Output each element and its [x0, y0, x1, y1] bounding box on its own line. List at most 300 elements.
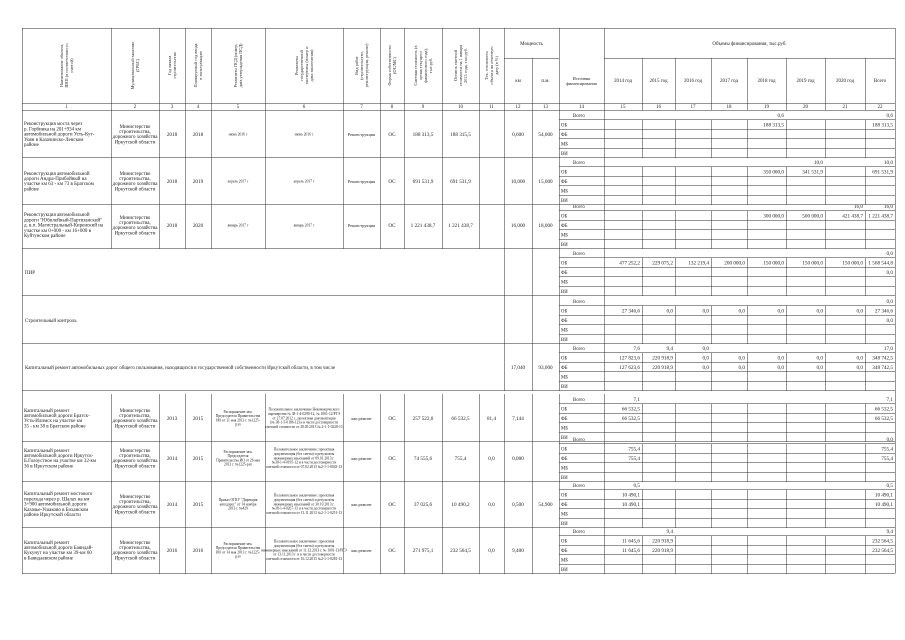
funding-value: 10 490,1 [874, 492, 893, 499]
capacity-km: 0,500 [512, 501, 524, 508]
funding-value: 150 000,0 [763, 260, 784, 267]
expertise-details: (№ 38-1-5-0186-12) и в части достоверности [270, 420, 338, 425]
column-number: 19 [764, 105, 769, 110]
source-label: МБ [561, 426, 569, 432]
capacity-pm: 54,000 [538, 131, 553, 138]
funding-value: 0,0 [777, 308, 784, 315]
estimated-cost: 691 531,9 [412, 178, 434, 185]
customer: дорожного хозяйства [112, 182, 158, 188]
capacity-pm: 54,900 [538, 501, 553, 508]
funding-value: 220 918,9 [652, 548, 673, 555]
expertise-details: документация (без сметы) и результаты [273, 497, 335, 502]
psd-details: Председателя Правительства [215, 414, 261, 419]
funding-value: 0,0 [777, 365, 784, 372]
funding-value: 0,0 [886, 270, 893, 277]
header-volumes: Объемы финансирования, тыс.руб. [712, 42, 787, 47]
object-name: Куйтунском районе [24, 233, 66, 239]
funding-value: 755,4 [881, 446, 893, 453]
ownership: ОС [388, 178, 396, 185]
object-name: участке км 63 - км 73 в Братском [24, 182, 94, 188]
expertise-details: июнь 2016 г [294, 132, 314, 137]
psd-details: рзп [235, 422, 241, 427]
source-label: Всего [573, 437, 585, 443]
end-year: 2020 [192, 222, 204, 229]
header-col_customer: (ГРБС) [135, 58, 140, 73]
header-source: Источник [572, 76, 591, 81]
source-label: МБ [561, 558, 569, 564]
funding-value: 127 623,6 [619, 365, 640, 372]
end-year: 2019 [192, 178, 204, 185]
expertise-details: инженерных изысканий от 11.12.2013 г. № 1001-13/РГЭ [261, 548, 347, 553]
psd-details: Распоряжение зам. [223, 449, 253, 454]
header-year: 2015 год [649, 79, 668, 84]
funding-value: 0,0 [702, 365, 709, 372]
customer: строительства, [119, 499, 151, 505]
funding-value: 232 564,5 [872, 538, 893, 545]
funding-value: 755,4 [628, 456, 640, 463]
funding-value: 0,0 [738, 365, 745, 372]
estimated-cost: 74 555,6 [413, 455, 433, 462]
customer: строительства, [119, 453, 151, 459]
expertise-details: январь 2017 г [293, 223, 315, 228]
object-name: районе [24, 187, 39, 193]
object-name: районе [24, 142, 39, 148]
remaining-cost: 10 490,2 [451, 501, 470, 508]
source-label: ОБ [561, 214, 568, 220]
psd-details: Распоряжение зам. [223, 541, 253, 546]
customer: Министерство [119, 540, 151, 546]
expertise-details: инженерных изысканий от 09.01.2013 г. [273, 456, 335, 461]
column-number: 7 [360, 105, 363, 110]
funding-value: 11 645,6 [622, 538, 640, 545]
object-name: автомобильной дороги Баяндай- [24, 545, 93, 551]
start-year: 2018 [166, 178, 178, 185]
header-col_name: ИНП (в соответствии со [64, 43, 69, 88]
header-pm: п.м. [541, 79, 550, 84]
psd-details: Приказ ОГКУ "Дирекция [218, 497, 258, 502]
funding-value: 16,0 [883, 204, 893, 211]
customer: дорожного хозяйства [112, 505, 158, 511]
header-col_expertise: государственной [299, 50, 304, 81]
source-label: Всего [573, 529, 585, 535]
work-type: кап.ремонт [351, 415, 372, 421]
column-number: 8 [390, 105, 394, 110]
object-name: дороги "Юбилейный-Партизанский" [24, 218, 103, 224]
source-label: ВИ [561, 151, 568, 157]
source-label: ВИ [561, 242, 568, 248]
funding-value: 27 346,6 [874, 308, 893, 315]
funding-value: 500 000,0 [802, 213, 823, 220]
funding-value: 9,4 [666, 346, 673, 353]
funding-value: 0,0 [777, 355, 784, 362]
object-name: Капитальный ремонт мостового [24, 492, 93, 498]
source-label: ВИ [561, 567, 568, 573]
source-label: МБ [561, 328, 569, 334]
object-name: д. в.п. Магистральный-Киренский на [24, 223, 104, 229]
funding-value: 0,0 [702, 346, 709, 353]
source-label: МБ [561, 466, 569, 472]
column-number: 20 [803, 105, 808, 110]
expertise-details: от 27.07.2012 г., проектная документация [272, 416, 336, 421]
psd-details: июнь 2016 г [228, 132, 248, 137]
funding-value: 17,0 [883, 346, 893, 353]
funding-value: 10 490,1 [621, 492, 640, 499]
object-name: автомобильной дороги Братск- [24, 413, 90, 419]
funding-value: 66 532,5 [621, 406, 640, 413]
column-number: 3 [170, 105, 174, 110]
customer: Министерство [119, 448, 151, 454]
psd-details: ИО от 14 мая 2013 г. №1225- [216, 550, 260, 555]
funding-value: 0,0 [738, 308, 745, 315]
source-label: ВИ [561, 198, 568, 204]
object-name: Капитальный ремонт [24, 540, 70, 546]
column-number: 14 [579, 105, 584, 110]
psd-details: Председателя Правительства [215, 546, 261, 551]
source-label: ОБ [561, 261, 568, 267]
funding-value: 0,0 [886, 318, 893, 325]
header-year: 2019 год [796, 79, 815, 84]
work-type: Реконструкция [347, 222, 376, 228]
remaining-cost: 1 221 438,7 [448, 222, 473, 229]
funding-value: 66 532,5 [621, 416, 640, 423]
header-col_cost: ценах текущего [418, 51, 423, 80]
funding-value: 755,4 [628, 446, 640, 453]
customer: Министерство [119, 171, 151, 177]
customer: Иркутской области [114, 140, 156, 146]
header-col_works: Вид работ [354, 56, 359, 75]
start-year: 2013 [166, 415, 178, 422]
header-col_end: Планируемый год ввода [193, 43, 198, 88]
psd-details: январь 2017 г [227, 223, 249, 228]
expertise-details: апрель 2017 г [293, 179, 315, 184]
header-col_name: Наименование объекта, [59, 43, 64, 88]
source-label: ВИ [561, 521, 568, 527]
column-number: 10 [458, 105, 463, 110]
customer: Иркутской области [114, 510, 156, 516]
expertise-details: Положительное заключение: проектная [273, 493, 335, 498]
start-year: 2014 [166, 501, 178, 508]
object-name: автомобильной дороги Иркутск- [24, 453, 94, 459]
expertise-details: сметной стоимости от 13.11.2013 №2-1-1-0251-13 [265, 510, 343, 515]
funding-value: 1 221 438,7 [868, 213, 893, 220]
funding-value: 150 000,0 [802, 260, 823, 267]
object-name: 36 в Иркутском районе [24, 464, 74, 470]
funding-value: 220 918,9 [652, 355, 673, 362]
funding-value: 691 531,9 [872, 169, 893, 176]
expertise-details: Положительное заключение: проектная [273, 539, 335, 544]
expertise-details: сметной стоимости от 28.05.2013 № 2-1-1-0228-13 [265, 424, 343, 429]
customer: строительства, [119, 129, 151, 135]
funding-value: 9,4 [666, 529, 673, 536]
funding-value: 755,4 [881, 456, 893, 463]
column-number: 9 [421, 105, 425, 110]
customer: Иркутской области [114, 424, 156, 430]
customer: дорожного хозяйства [112, 551, 158, 557]
source-label: ВИ [561, 289, 568, 295]
funding-value: 0,5 [633, 483, 640, 490]
header-col_remaining: стоимости на 1 января [458, 44, 463, 87]
object-name: Реконструкция автомобильной [24, 171, 90, 177]
header-col_expertise: экспертизы (номер и [304, 46, 309, 85]
end-year: 2016 [192, 547, 204, 554]
customer: Министерство [119, 408, 151, 414]
funding-value: 16,0 [853, 204, 863, 211]
header-col_start: строительства [172, 52, 177, 79]
capacity-pm: 18,000 [538, 222, 553, 229]
readiness: 0,0 [488, 547, 495, 554]
object-name: Б.Голоустное на участке км 32-км [24, 459, 97, 465]
header-col_end: в эксплуатацию [198, 51, 203, 80]
ownership: ОС [388, 501, 396, 508]
customer: дорожного хозяйства [112, 459, 158, 465]
object-name: районе Иркутской области [24, 512, 81, 518]
customer: Иркутской области [114, 231, 156, 237]
funding-value: 421 438,7 [842, 213, 863, 220]
header-year: 2020 год [835, 79, 855, 84]
ownership: ОС [388, 222, 396, 229]
funding-value: 10 490,1 [874, 502, 893, 509]
funding-value: 0,0 [702, 308, 709, 315]
estimated-cost: 1 221 438,7 [410, 222, 436, 229]
source-label: МБ [561, 280, 569, 286]
customer: Иркутской области [114, 464, 156, 470]
section-title: Строительный контроль [25, 318, 77, 324]
customer: дорожного хозяйства [112, 419, 158, 425]
object-name: 3+900 автомобильной дороги [24, 502, 87, 508]
funding-value: 0,0 [738, 355, 745, 362]
funding-value: 220 918,9 [652, 365, 673, 372]
object-name: перехода через р. Шалах на км [24, 497, 90, 503]
source-label: Всего [573, 346, 585, 352]
funding-value: 10,0 [883, 160, 893, 167]
customer: строительства, [119, 413, 151, 419]
header-km: км [515, 79, 521, 84]
expertise-details: партнерства № 38-1-4-0290-12, № 1001-12/РГЭ [267, 411, 341, 416]
source-label: ОБ [561, 539, 568, 545]
funding-value: 0,0 [886, 299, 893, 306]
expertise-details: от 13.11.2013 г. и в части достоверности [273, 552, 335, 557]
column-number: 4 [196, 105, 200, 110]
column-number: 13 [543, 105, 548, 110]
header-col_name: сметой) [69, 58, 74, 73]
psd-details: автодорог" от 14 ноября [219, 502, 257, 507]
work-type: Реконструкция [347, 178, 376, 184]
column-number: 15 [620, 105, 626, 110]
funding-value: 0,0 [816, 355, 823, 362]
funding-value: 10,0 [813, 160, 823, 167]
object-name: автомобильной дороги Усть-Кут- [24, 132, 95, 138]
source-label: ФБ [561, 456, 568, 462]
source-label: ФБ [561, 416, 568, 422]
funding-value: 0,0 [886, 437, 893, 444]
psd-details: Председателя [227, 454, 249, 459]
column-number: 17 [690, 105, 696, 110]
end-year: 2015 [192, 415, 204, 422]
estimated-cost: 271 975,1 [412, 547, 434, 554]
object-name: Уоян в Казачинско-Ленском [24, 137, 84, 143]
source-label: ФБ [561, 502, 568, 508]
header-col_psd: дата утверждения ПСД) [238, 43, 243, 88]
funding-value: 10 490,1 [621, 502, 640, 509]
expertise-details: Положительное заключение Некоммерческого [268, 407, 340, 412]
psd-details: 2013 г. №429 [228, 506, 248, 511]
work-type: кап.ремонт [351, 501, 372, 507]
remaining-cost: 691 531,9 [450, 178, 471, 185]
work-type: кап.ремонт [351, 547, 372, 553]
object-name: 35 - км 38 в Братском районе [24, 424, 86, 430]
object-name: Казачье-Ушаково в Боханском [24, 507, 89, 513]
capacity-km: 10,000 [510, 178, 526, 185]
source-label: ФБ [561, 179, 568, 185]
funding-value: 0,0 [816, 365, 823, 372]
header-col_cost: тыс.руб. [428, 57, 433, 74]
source-label: ФБ [561, 270, 568, 276]
expertise-details: №38-1-4-0195-12 и в части достоверности [271, 460, 337, 465]
start-year: 2018 [166, 222, 178, 229]
object-name: р. Горбинка на 201+934 км [24, 127, 81, 133]
funding-value: 0,0 [702, 355, 709, 362]
source-label: МБ [561, 512, 569, 518]
ownership: ОС [388, 547, 396, 554]
capacity-km: 7,144 [512, 415, 524, 422]
capacity-km: 16,000 [510, 222, 526, 229]
column-number: 1 [65, 105, 68, 110]
source-label: МБ [561, 142, 569, 148]
psd-details: рзп [235, 554, 241, 559]
funding-value: 0,5 [886, 483, 893, 490]
object-name: Усть-Илимск на участке км [24, 419, 83, 425]
remaining-cost: 232 564,5 [450, 547, 471, 554]
expertise-details: документация (без сметы) и результаты [273, 543, 335, 548]
expertise-details: сметной стоимости от 16.12.2013 №2-1-1-0281-13 [265, 556, 343, 561]
source-label: Всего [573, 160, 585, 166]
funding-value: 0,0 [856, 308, 863, 315]
customer: Министерство [119, 124, 151, 130]
header-col_readiness: дату (в %) [494, 56, 499, 75]
funding-value: 0,0 [666, 308, 673, 315]
expertise-details: сметной стоимости от 07.02.2013 №2-1-1-0043-13 [265, 464, 343, 469]
source-label: Всего [573, 204, 585, 210]
funding-value: 0,0 [816, 308, 823, 315]
source-label: ОБ [561, 493, 568, 499]
start-year: 2014 [166, 455, 178, 462]
expertise-details: инженерных изысканий от 30.10.2013 г. [273, 502, 335, 507]
funding-value: 229 075,2 [652, 260, 673, 267]
object-name: в Баяндаевском районе [24, 556, 73, 562]
header-col_start: Год начала [167, 55, 172, 76]
column-number: 5 [236, 105, 240, 110]
header-col_works: реконструкция, ремонт) [364, 43, 369, 88]
work-type: кап.ремонт [351, 455, 372, 461]
end-year: 2015 [192, 455, 204, 462]
source-label: Всего [573, 251, 585, 257]
column-number: 21 [842, 105, 848, 110]
funding-value: 150 000,0 [842, 260, 863, 267]
header-source: финансирования [566, 81, 597, 86]
source-label: ВИ [561, 475, 568, 481]
funding-value: 7,6 [633, 346, 640, 353]
funding-value: 27 346,6 [621, 308, 640, 315]
psd-details: 2013 г. №1225-рзп [224, 462, 252, 467]
funding-value: 348 742,5 [872, 355, 893, 362]
funding-value: 7,1 [633, 397, 640, 404]
funding-value: 1 568 544,8 [868, 260, 893, 267]
source-label: МБ [561, 375, 569, 381]
expertise-details: документация (без сметы) и результаты [273, 451, 335, 456]
section-title: Капитальный ремонт автомобильных дорог общего пользования, находящихся в государственной собственности Иркутской области, в том числе [25, 365, 336, 371]
object-name: участке км 0+000 - км 16+000 в [24, 228, 92, 234]
customer: Министерство [119, 494, 151, 500]
object-name: Реконструкция автомобильной [24, 213, 90, 219]
funding-value: 348 742,5 [872, 365, 893, 372]
source-label: ВИ [561, 337, 568, 343]
source-label: ФБ [561, 365, 568, 371]
column-number: 6 [302, 105, 306, 110]
psd-details: ИО от 11 мая 2013 г. №1225- [216, 418, 260, 423]
funding-value: 232 564,5 [872, 548, 893, 555]
object-name: Кукунут на участке км 39-км 60 [24, 551, 92, 557]
source-label: ФБ [561, 548, 568, 554]
expertise-details: Положительное заключение: проектная [273, 447, 335, 452]
funding-value: 200 000,0 [724, 260, 745, 267]
object-name: Капитальный ремонт [24, 448, 70, 454]
source-label: ОБ [561, 447, 568, 453]
source-label: Всего [573, 113, 585, 119]
capacity-pm: 15,000 [538, 178, 553, 185]
header-col_cost: финансового года), [423, 48, 428, 83]
funding-value: 7,1 [886, 397, 893, 404]
estimated-cost: 37 025,6 [413, 501, 433, 508]
header-col_works: (строительство, [359, 51, 364, 80]
column-number: 16 [656, 105, 661, 110]
work-type: Реконструкция [347, 131, 376, 137]
end-year: 2015 [192, 501, 204, 508]
customer: дорожного хозяйства [112, 135, 158, 141]
funding-value: 66 532,5 [874, 416, 893, 423]
funding-value: 300 000,0 [763, 213, 784, 220]
header-col_remaining: Остаток сметной [453, 49, 458, 82]
header-col_customer: Муниципальный заказчик [130, 41, 135, 90]
funding-value: 132 219,4 [688, 260, 709, 267]
source-label: ВИ [561, 435, 568, 441]
header-col_expertise: Реквизиты [294, 55, 299, 76]
column-number: 12 [515, 105, 521, 110]
header-capacity: Мощность [520, 42, 543, 47]
source-label: ОБ [561, 123, 568, 129]
readiness: 81,4 [486, 415, 497, 422]
funding-value: 350 000,0 [763, 169, 784, 176]
funding-value: 188 313,5 [872, 122, 893, 129]
source-label: МБ [561, 189, 569, 195]
column-number: 18 [726, 105, 732, 110]
ownership: ОС [388, 131, 396, 138]
source-label: ОБ [561, 309, 568, 315]
header-col_readiness: Тех. готовность [484, 51, 489, 80]
source-label: ОБ [561, 407, 568, 413]
capacity-km: 0,000 [512, 455, 524, 462]
header-col_cost: Сметная стоимость (в [413, 45, 418, 86]
customer: Иркутской области [114, 556, 156, 562]
psd-details: Распоряжение зам. [223, 409, 253, 414]
funding-value: 66 532,5 [874, 406, 893, 413]
column-number: 22 [877, 105, 883, 110]
funding-value: 0,6 [777, 113, 784, 120]
source-label: ОБ [561, 356, 568, 362]
table-cells [24, 41, 893, 573]
customer: дорожного хозяйства [112, 226, 158, 232]
section-title: ПИР [25, 270, 36, 276]
header-col_readiness: объекта на отчетную [489, 46, 494, 85]
